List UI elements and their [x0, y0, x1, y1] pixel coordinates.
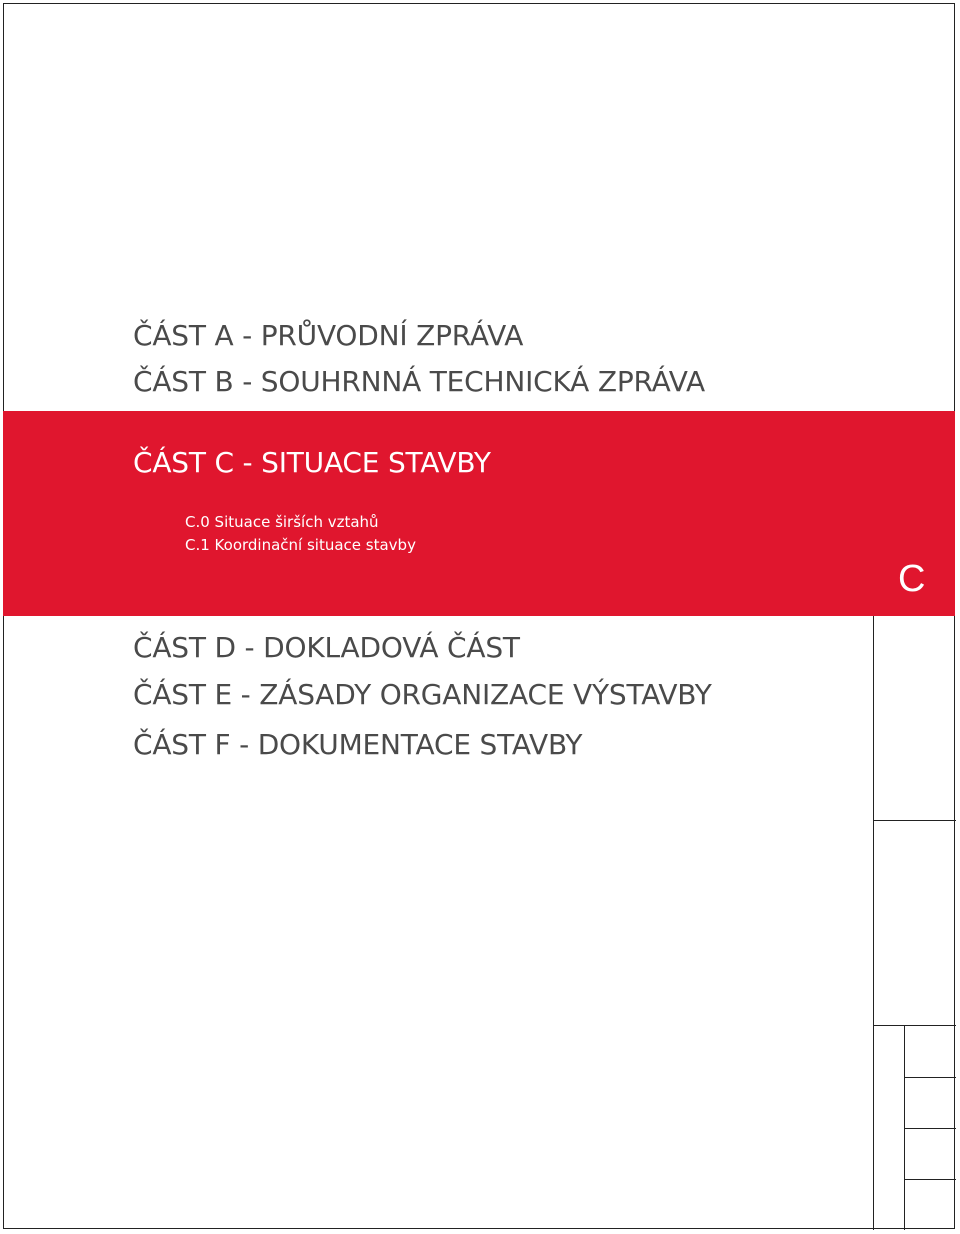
section-b-heading: ČÁST B - SOUHRNNÁ TECHNICKÁ ZPRÁVA	[133, 365, 705, 398]
page-frame	[3, 3, 955, 1229]
section-c-item-0: C.0 Situace širších vztahů	[185, 513, 379, 531]
section-c-item-1: C.1 Koordinační situace stavby	[185, 536, 416, 554]
tab-divider	[904, 1179, 956, 1180]
section-a-heading: ČÁST A - PRŮVODNÍ ZPRÁVA	[133, 319, 524, 352]
section-c-heading: ČÁST C - SITUACE STAVBY	[133, 446, 491, 479]
tab-divider	[874, 820, 956, 821]
section-tab-letter: C	[898, 558, 926, 600]
tab-column	[873, 616, 955, 1230]
tab-divider	[904, 1128, 956, 1129]
tab-divider	[874, 1025, 956, 1026]
section-e-heading: ČÁST E - ZÁSADY ORGANIZACE VÝSTAVBY	[133, 678, 712, 711]
section-f-heading: ČÁST F - DOKUMENTACE STAVBY	[133, 728, 583, 761]
section-d-heading: ČÁST D - DOKLADOVÁ ČÁST	[133, 631, 520, 664]
tab-divider	[904, 1077, 956, 1078]
active-section-band	[3, 411, 955, 616]
